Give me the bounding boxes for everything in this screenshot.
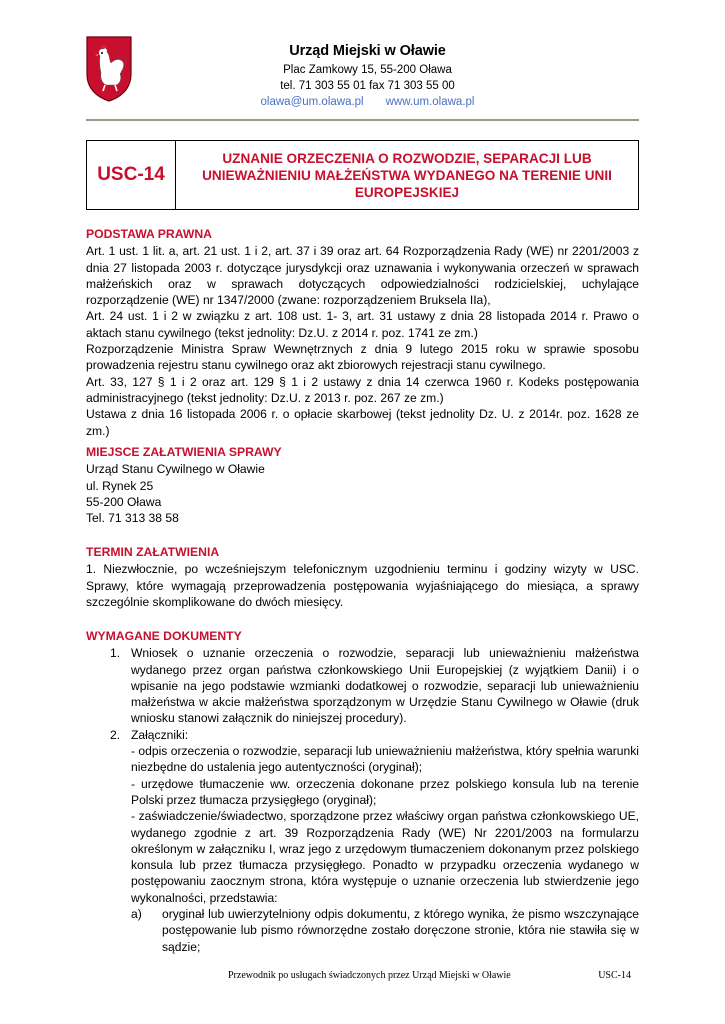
documents-heading: WYMAGANE DOKUMENTY [86, 629, 242, 643]
office-name: Urząd Miejski w Oławie [289, 43, 446, 59]
footer-code: USC-14 [598, 970, 631, 981]
item-number: 2. [110, 727, 121, 742]
place-line: Urząd Stanu Cywilnego w Oławie [86, 462, 265, 477]
legal-paragraph: Art. 24 ust. 1 i 2 w związku z art. 108 ust. 1- 3, art. 31 ustawy z dnia 28 listopada 2014 r. Prawo o aktach stanu cywilnego (tekst jednolity: Dz.U. z 2014 r. poz. 1741 ze zm.) [86, 309, 639, 340]
website-link[interactable]: www.um.olawa.pl [385, 96, 475, 108]
attachment-text: - urzędowe tłumaczenie ww. orzeczenia dokonane przez polskiego konsula lub na terenie Polski przez tłumacza przysięgłego (oryginał); [131, 776, 639, 807]
document-item [86, 645, 639, 726]
office-address: Plac Zamkowy 15, 55-200 Oława [283, 64, 452, 76]
document-item [86, 727, 639, 955]
sub-item-text: oryginał lub uwierzytelniony odpis dokumentu, z którego wynika, że pismo wszczynające postępowanie lub pismo równorzędne zostało doręczone stronie, która nie stawiła się w sądzie; [162, 907, 639, 954]
sub-item [86, 906, 639, 955]
deadline-section [86, 544, 639, 610]
legal-paragraph: Ustawa z dnia 16 listopada 2006 r. o opłacie skarbowej (tekst jednolity Dz. U. z 2014r. poz. 1628 ze zm.) [86, 407, 639, 438]
place-section [86, 444, 639, 526]
place-line: 55-200 Oława [86, 494, 162, 509]
office-phone: tel. 71 303 55 01 fax 71 303 55 00 [280, 80, 455, 92]
legal-basis-heading: PODSTAWA PRAWNA [86, 227, 212, 241]
attachment-text: - zaświadczenie/świadectwo, sporządzone przez właściwy organ państwa członkowskiego UE, wydanego zgodnie z art. 39 Rozporządzenia Rady (WE) Nr 2201/2003 na formularzu określonym w załączniku I, wraz jego z urzędowym tłumaczeniem dokonanym przez polskiego konsula lub przez tłumacza przysięgłego. Ponadto w przypadku orzeczenia wydanego w postępowaniu zaocznym strona, która występuje o uznanie orzeczenia lub stwierdzenie jego wykonalności, przedstawia: [131, 809, 639, 905]
contact-links [200, 96, 535, 108]
place-line: Tel. 71 313 38 58 [86, 511, 179, 526]
footer-text: Przewodnik po usługach świadczonych przez Urząd Miejski w Oławie [228, 970, 511, 981]
attachment-text: - odpis orzeczenia o rozwodzie, separacji lub unieważnieniu małżeństwa, który spełnia warunki niezbędne do ustalenia jego autentyczności (oryginał); [131, 744, 639, 775]
procedure-title-box [86, 140, 639, 210]
legal-paragraph: Art. 33, 127 § 1 i 2 oraz art. 129 § 1 i 2 ustawy z dnia 14 czerwca 1960 r. Kodeks postępowania administracyjnego (tekst jednolity: Dz.U. z 2013 r. poz. 267 ze zm.) [86, 374, 639, 405]
email-link[interactable]: olawa@um.olawa.pl [260, 96, 364, 108]
procedure-code: USC-14 [87, 141, 176, 209]
legal-paragraph: Art. 1 ust. 1 lit. a, art. 21 ust. 1 i 2, art. 37 i 39 oraz art. 64 Rozporządzenia Rady (WE) nr 2201/2003 z dnia 27 listopada 2003 r. dotyczące jurysdykcji oraz uznawania i wykonywania orzeczeń w sprawach małżeńskich oraz w sprawach dotyczących odpowiedzialności rodzicielskiej, uchylające rozporządzenie (WE) nr 1347/2000 (zwane: rozporządzeniem Bruksela IIa), [86, 244, 639, 308]
legal-paragraph: Rozporządzenie Ministra Spraw Wewnętrznych z dnia 9 lutego 2015 roku w sprawie sposobu prowadzenia rejestru stanu cywilnego oraz akt zbiorowych rejestracji stanu cywilnego. [86, 342, 639, 373]
city-crest-logo [86, 36, 132, 102]
deadline-heading: TERMIN ZAŁATWIENIA [86, 545, 220, 559]
item-label: Załączniki: [131, 727, 189, 742]
place-line: ul. Rynek 25 [86, 478, 154, 493]
item-number: 1. [110, 646, 121, 661]
procedure-title: UZNANIE ORZECZENIA O ROZWODZIE, SEPARACJI LUB UNIEWAŻNIENIU MAŁŻEŃSTWA WYDANEGO NA TERENIE UNII EUROPEJSKIEJ [202, 150, 612, 200]
documents-section [86, 628, 639, 955]
deadline-text: 1. Niezwłocznie, po wcześniejszym telefonicznym uzgodnieniu terminu i godziny wizyty w USC. Sprawy, które wymagają przeprowadzenia postępowania wyjaśniającego do miesiąca, a sprawy szczególnie skomplikowane do dwóch miesięcy. [86, 562, 639, 609]
sub-item-label: a) [131, 907, 142, 922]
item-text: Wniosek o uznanie orzeczenia o rozwodzie, separacji lub unieważnieniu małżeństwa wydanego przez organ państwa członkowskiego Unii Europejskiej (z wyjątkiem Danii) i o wpisanie na jego podstawie wzmianki dodatkowej o rozwodzie, separacji lub unieważnieniu małżeństwa w akcie małżeństwa sporządzonym w Urzędzie Stanu Cywilnego w Oławie (druk wniosku stanowi załącznik do niniejszej procedury). [131, 646, 639, 726]
place-heading: MIEJSCE ZAŁATWIENIA SPRAWY [86, 445, 282, 459]
header-divider [86, 119, 639, 121]
legal-basis-section [86, 226, 639, 439]
